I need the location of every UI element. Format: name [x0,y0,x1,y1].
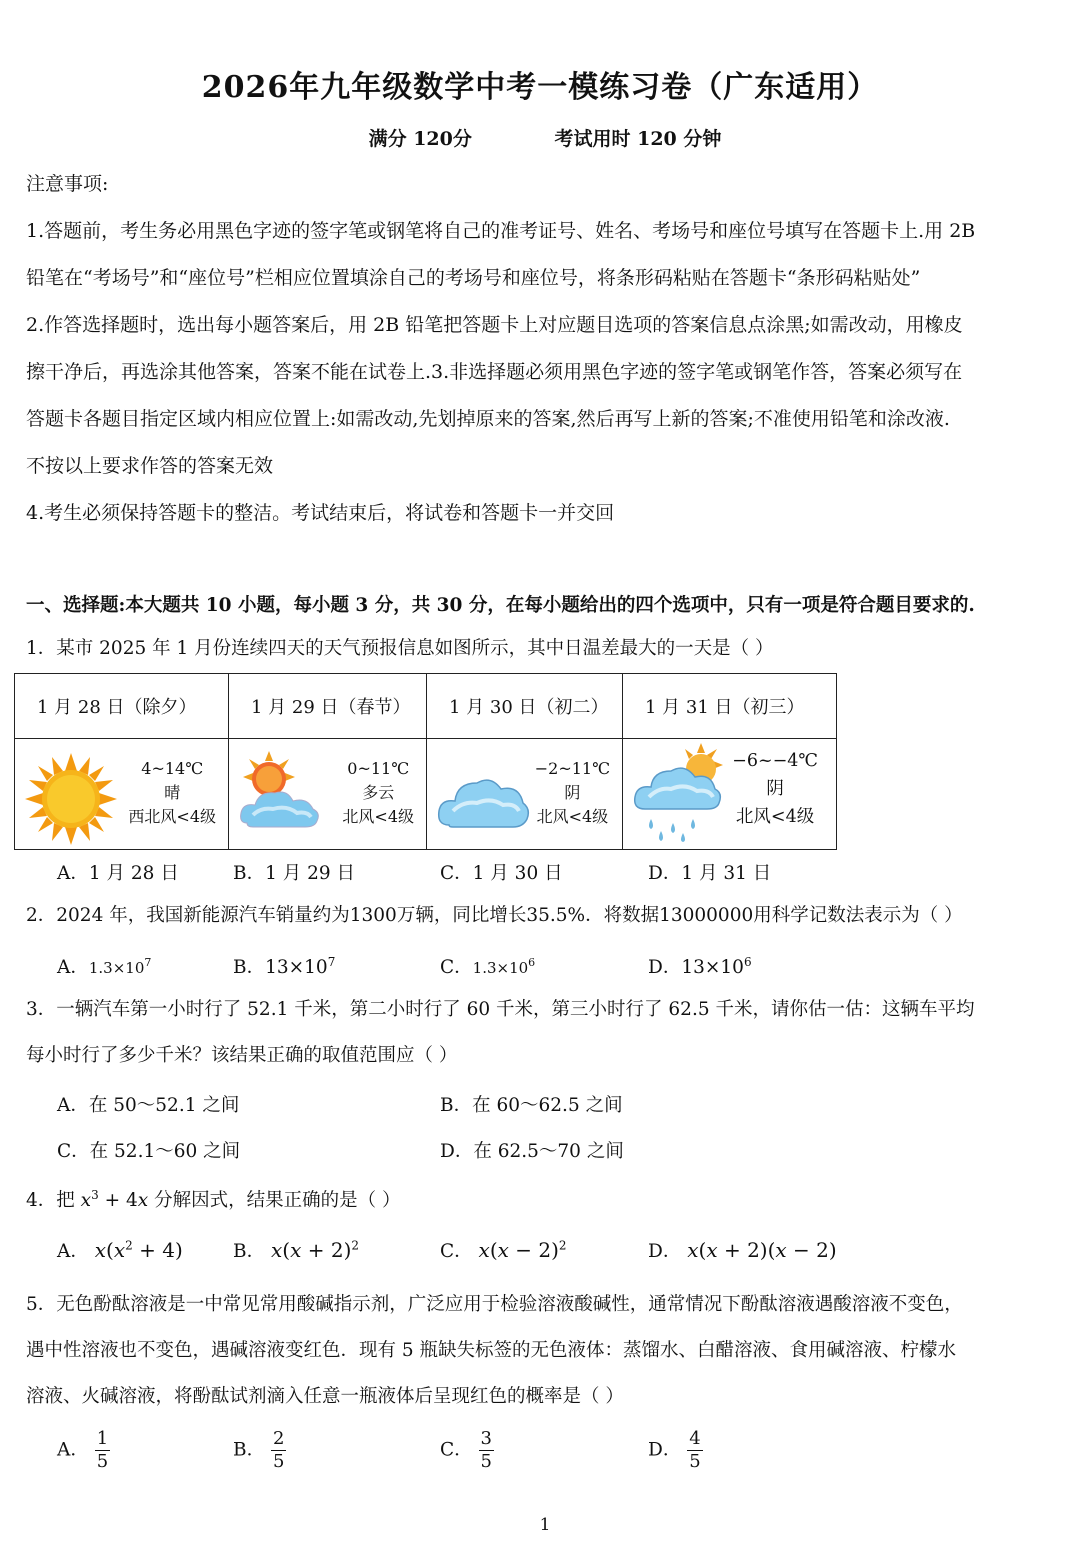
weather-condition: 阴 [564,783,581,802]
wind-level: 北风<4级 [342,807,414,826]
weather-cell [15,739,229,850]
numerator: 3 [480,1428,492,1449]
fraction [271,1428,286,1473]
option-expression: $x(x^2 + 4)$ [94,1238,183,1262]
section-heading: 一、选择题:本大题共 10 小题，每小题 3 分，共 30 分，在每小题给出的四个选项中，只有一项是符合题目要求的. [26,595,975,616]
option-label: A． [57,1241,89,1262]
full-score: 满分 120分 [368,128,472,150]
stem-line: 遇中性溶液也不变色，遇碱溶液变红色．现有 5 瓶缺失标签的无色液体：蒸馏水、白醋溶液、食用碱溶液、柠檬水 [26,1340,957,1361]
weather-condition: 阴 [766,779,784,799]
option-label: B． [233,1241,266,1262]
numerator: 2 [273,1428,285,1449]
fraction [687,1428,702,1473]
exam-info [0,124,1080,151]
weather-cell [229,739,427,850]
numerator: 1 [96,1428,109,1449]
weather-cell [623,739,837,850]
numerator: 4 [689,1428,701,1449]
temperature-range: 0~11℃ [347,759,410,778]
weather-condition: 晴 [164,783,181,802]
option-label: C． [440,957,473,978]
option-mantissa: 13×10 [265,957,328,978]
option-label: D． [648,957,682,978]
notice-block [26,161,1074,537]
q2-option-a [57,953,151,979]
option-exponent: 6 [743,954,752,969]
option-label: C． [440,1439,473,1461]
weather-date: 1 月 29 日（春节） [229,674,427,739]
question-2-stem: 2．2024 年，我国新能源汽车销量约为1300万辆，同比增长35.5%．将数据13000000用科学记数法表示为（ ） [26,905,963,926]
stem-line: 每小时行了多少千米？该结果正确的取值范围应（ ） [26,1045,458,1066]
temperature-range: −2~11℃ [534,759,610,778]
temperature-range: 4~14℃ [141,759,204,778]
partly-cloudy-icon [237,751,323,837]
option-expression: x(x + 2)(x − 2) [687,1238,837,1262]
option-mantissa: 1.3×10 [472,959,529,977]
stem-line: 5．无色酚酞溶液是一中常见常用酸碱指示剂，广泛应用于检验溶液酸碱性，通常情况下酚酞溶液遇酸溶液不变色， [26,1294,963,1315]
q3-option-c: C．在 52.1～60 之间 [57,1141,241,1162]
weather-date: 1 月 30 日（初二） [427,674,623,739]
question-4-stem [26,1172,1076,1224]
q5-option-a [57,1428,110,1473]
question-5-stem [26,1282,1076,1420]
q2-option-b [233,953,335,979]
q1-option-a: A．1 月 28 日 [57,863,179,884]
q5-option-c [440,1428,494,1473]
q1-option-b: B．1 月 29 日 [233,863,356,884]
notice-line: 4.考生必须保持答题卡的整洁。考试结束后，将试卷和答题卡一并交回 [26,502,615,524]
option-label: D． [648,1439,682,1461]
q1-option-c: C．1 月 30 日 [440,863,563,884]
wind-level: 北风<4级 [536,807,609,826]
weather-info [732,747,818,831]
weather-condition: 多云 [362,783,395,802]
denominator: 5 [480,1451,492,1472]
q4-option-d [648,1237,837,1263]
q4-option-a [57,1237,183,1263]
denominator: 5 [96,1451,109,1472]
notice-line: 铅笔在“考场号”和“座位号”栏相应位置填涂自己的考场号和座位号，将条形码粘贴在答题卡“条形码粘贴处” [26,267,921,289]
q2-option-d [648,953,752,979]
weather-info [342,757,414,829]
option-label: B． [233,957,266,978]
q3-option-a: A．在 50～52.1 之间 [57,1095,240,1116]
expression: $x^3 + 4x$ [80,1188,149,1212]
denominator: 5 [273,1451,285,1472]
q3-option-b: B．在 60～62.5 之间 [440,1095,623,1116]
notice-line: 不按以上要求作答的答案无效 [26,455,274,477]
q3-option-d: D．在 62.5～70 之间 [440,1141,624,1162]
weather-info [128,757,216,829]
notice-line: 2.作答选择题时，选出每小题答案后，用 2B 铅笔把答题卡上对应题目选项的答案信息点涂黑;如需改动，用橡皮 [26,314,963,336]
option-label: D． [648,1241,682,1262]
q4-option-b [233,1237,359,1263]
weather-info [535,757,610,829]
notice-line: 1.答题前，考生务必用黑色字迹的签字笔或钢笔将自己的准考证号、姓名、考场号和座位号填写在答题卡上.用 2B [26,220,976,242]
option-label: B． [233,1439,266,1461]
page-title: 2026年九年级数学中考一模练习卷（广东适用） [201,70,879,105]
notice-line: 擦干净后，再选涂其他答案，答案不能在试卷上.3.非选择题必须用黑色字迹的签字笔或钢笔作答，答案必须写在 [26,361,963,383]
q1-option-d: D．1 月 31 日 [648,863,772,884]
stem-text: 分解因式，结果正确的是（ ） [154,1190,401,1212]
cloud-icon [435,753,531,839]
notice-heading: 注意事项: [26,173,109,195]
temperature-range: −6~−4℃ [732,751,818,771]
weather-date: 1 月 31 日（初三） [623,674,837,739]
weather-date: 1 月 28 日（除夕） [15,674,229,739]
option-exponent: 7 [144,955,152,969]
option-mantissa: 1.3×10 [88,959,145,977]
stem-line: 溶液、火碱溶液，将酚酞试剂滴入任意一瓶液体后呈现红色的概率是（ ） [26,1386,624,1407]
option-exponent: 7 [327,954,336,969]
wind-level: 西北风<4级 [128,807,216,826]
question-3-stem [26,987,1076,1079]
rain-cloud-icon [631,743,731,843]
stem-line: 3．一辆汽车第一小时行了 52.1 千米，第二小时行了 60 千米，第三小时行了 62.5 千米，请你估一估：这辆车平均 [26,999,975,1020]
notice-line: 答题卡各题目指定区域内相应位置上:如需改动,先划掉原来的答案,然后再写上新的答案;不准使用铅笔和涂改液. [26,408,950,430]
option-mantissa: 13×10 [681,957,744,978]
denominator: 5 [689,1451,701,1472]
q5-option-b [233,1428,286,1473]
option-expression: $x(x + 2)^2$ [271,1238,360,1262]
wind-level: 北风<4级 [735,807,815,827]
weather-table [14,673,837,850]
option-expression: $x(x - 2)^2$ [478,1238,567,1262]
q4-option-c [440,1237,567,1263]
page-number: 1 [539,1515,551,1535]
option-label: A． [57,1439,89,1461]
stem-text: 4．把 [26,1190,75,1212]
exam-time: 考试用时 120 分钟 [554,128,722,150]
fraction [95,1428,110,1473]
question-1-stem: 1．某市 2025 年 1 月份连续四天的天气预报信息如图所示，其中日温差最大的一天是（ ） [26,638,774,659]
sun-icon [23,751,119,847]
q5-option-d [648,1428,703,1473]
q2-option-c [440,953,535,979]
fraction [479,1428,494,1473]
weather-cell [427,739,623,850]
option-label: A． [57,957,89,978]
option-exponent: 6 [528,955,536,969]
option-label: C． [440,1241,473,1262]
